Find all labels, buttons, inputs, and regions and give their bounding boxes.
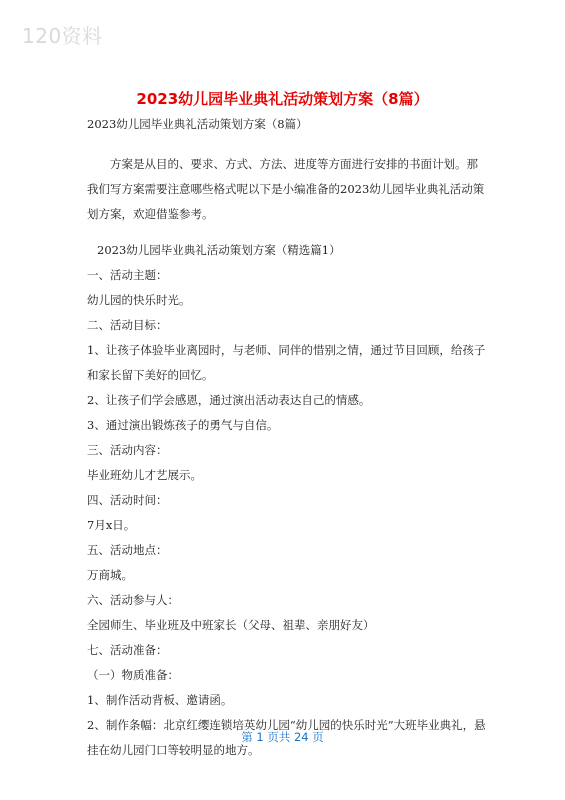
body-line: 2、让孩子们学会感恩，通过演出活动表达自己的情感。	[87, 393, 371, 407]
body-line: 六、活动参与人：	[87, 593, 179, 607]
body-line: 一、活动主题：	[87, 268, 168, 282]
intro-paragraph: 方案是从目的、要求、方式、方法、进度等方面进行安排的书面计划。那我们写方案需要注意哪些格式呢以下是小编准备的2023幼儿园毕业典礼活动策划方案，欢迎借鉴参考。	[87, 157, 485, 221]
body-line: 幼儿园的快乐时光。	[87, 293, 191, 307]
document-title: 2023幼儿园毕业典礼活动策划方案（8篇）	[136, 90, 429, 108]
body-line: 五、活动地点：	[87, 543, 168, 557]
body-line: 全园师生、毕业班及中班家长（父母、祖辈、亲朋好友）	[87, 618, 375, 632]
intro-section	[87, 152, 487, 227]
body-line: 四、活动时间：	[87, 493, 168, 507]
document-body	[87, 238, 492, 763]
watermark-logo: 120资料	[22, 24, 103, 48]
document-subtitle: 2023幼儿园毕业典礼活动策划方案（8篇）	[87, 117, 308, 131]
body-line: 三、活动内容：	[87, 443, 168, 457]
body-line: 3、通过演出锻炼孩子的勇气与自信。	[87, 418, 279, 432]
body-line: 万商城。	[87, 568, 133, 582]
body-line: 7月x日。	[87, 518, 136, 532]
section-heading: 2023幼儿园毕业典礼活动策划方案（精选篇1）	[97, 243, 341, 257]
page-number-footer: 第 1 页共 24 页	[241, 730, 324, 744]
body-line: （一）物质准备：	[87, 668, 179, 682]
body-line: 1、制作活动背板、邀请函。	[87, 693, 233, 707]
body-line: 毕业班幼儿才艺展示。	[87, 468, 202, 482]
body-line: 2、制作条幅：北京红缨连锁培英幼儿园“幼儿园的快乐时光”大班毕业典礼，悬挂在幼儿园门口等较明显的地方。	[87, 718, 486, 757]
body-line: 1、让孩子体验毕业离园时，与老师、同伴的惜别之情，通过节目回顾，给孩子和家长留下美好的回忆。	[87, 343, 486, 382]
body-line: 二、活动目标：	[87, 318, 168, 332]
body-line: 七、活动准备：	[87, 643, 168, 657]
